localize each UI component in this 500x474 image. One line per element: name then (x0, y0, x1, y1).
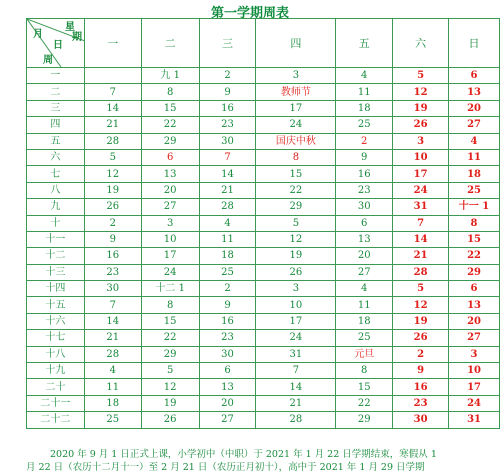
date-cell: 6 (449, 68, 500, 84)
calendar-table (26, 18, 500, 429)
date-cell: 22 (141, 330, 199, 346)
date-cell: 2 (199, 281, 256, 297)
date-cell: 25 (336, 330, 393, 346)
date-cell: 11 (336, 297, 393, 313)
date-cell: 15 (256, 166, 336, 182)
day-header: 日 (449, 19, 500, 68)
date-cell: 21 (84, 330, 141, 346)
day-header: 六 (393, 19, 449, 68)
date-cell: 31 (256, 346, 336, 362)
date-cell: 10 (449, 363, 500, 379)
date-cell: 28 (84, 346, 141, 362)
date-cell: 26 (84, 199, 141, 215)
date-cell: 11 (199, 231, 256, 247)
date-cell: 15 (449, 231, 500, 247)
date-cell: 7 (199, 149, 256, 165)
week-number-cell: 二 (27, 84, 85, 100)
date-cell: 5 (393, 68, 449, 84)
date-cell: 26 (393, 117, 449, 133)
date-cell: 15 (141, 100, 199, 116)
date-cell: 17 (449, 379, 500, 395)
date-cell: 17 (256, 100, 336, 116)
date-cell: 26 (256, 264, 336, 280)
date-cell: 4 (336, 68, 393, 84)
week-number-cell: 一 (27, 68, 85, 84)
date-cell: 23 (84, 264, 141, 280)
week-row (27, 182, 500, 198)
week-row (27, 412, 500, 428)
week-number-cell: 二十二 (27, 412, 85, 428)
date-cell: 16 (199, 100, 256, 116)
day-header: 四 (256, 19, 336, 68)
date-cell: 14 (256, 379, 336, 395)
date-cell: 9 (84, 231, 141, 247)
date-cell: 2 (393, 346, 449, 362)
date-cell: 4 (449, 133, 500, 149)
week-number-cell: 十六 (27, 313, 85, 329)
date-cell: 国庆中秋 (256, 133, 336, 149)
date-cell: 11 (449, 149, 500, 165)
date-cell: 28 (256, 412, 336, 428)
week-row (27, 84, 500, 100)
week-number-cell: 八 (27, 182, 85, 198)
date-cell: 12 (256, 231, 336, 247)
week-number-cell: 十一 (27, 231, 85, 247)
date-cell: 19 (84, 182, 141, 198)
week-number-cell: 十五 (27, 297, 85, 313)
date-cell: 9 (199, 84, 256, 100)
date-cell: 27 (336, 264, 393, 280)
date-cell: 29 (336, 412, 393, 428)
date-cell: 2 (336, 133, 393, 149)
date-cell: 14 (84, 313, 141, 329)
date-cell: 23 (199, 117, 256, 133)
date-cell: 26 (393, 330, 449, 346)
week-number-cell: 十二 (27, 248, 85, 264)
footer-line-2: 月 22 日（农历十二月十一）至 2 月 21 日（农历正月初十），高中于 2021 年 1 月 29 日学期 (26, 462, 425, 473)
date-cell: 30 (393, 412, 449, 428)
date-cell: 20 (449, 313, 500, 329)
week-row (27, 68, 500, 84)
date-cell: 5 (256, 215, 336, 231)
date-cell: 5 (393, 281, 449, 297)
date-cell: 21 (393, 248, 449, 264)
date-cell: 22 (141, 117, 199, 133)
date-cell: 16 (199, 313, 256, 329)
date-cell: 31 (393, 199, 449, 215)
date-cell: 17 (393, 166, 449, 182)
day-header: 五 (336, 19, 393, 68)
date-cell: 19 (393, 313, 449, 329)
date-cell: 25 (84, 412, 141, 428)
date-cell: 18 (336, 313, 393, 329)
date-cell: 18 (336, 100, 393, 116)
date-cell: 17 (256, 313, 336, 329)
date-cell: 10 (393, 149, 449, 165)
date-cell: 29 (141, 346, 199, 362)
date-cell: 15 (141, 313, 199, 329)
date-cell: 30 (199, 133, 256, 149)
week-number-cell: 九 (27, 199, 85, 215)
week-number-cell: 四 (27, 117, 85, 133)
date-cell: 24 (141, 264, 199, 280)
date-cell: 5 (84, 149, 141, 165)
date-cell: 13 (449, 84, 500, 100)
date-cell: 12 (141, 379, 199, 395)
date-cell: 7 (256, 363, 336, 379)
date-cell: 7 (393, 215, 449, 231)
date-cell: 13 (141, 166, 199, 182)
day-header: 一 (84, 19, 141, 68)
date-cell: 16 (84, 248, 141, 264)
date-cell: 元旦 (336, 346, 393, 362)
date-cell: 3 (141, 215, 199, 231)
date-cell: 3 (256, 281, 336, 297)
week-row (27, 264, 500, 280)
corner-star-label: 星 (65, 22, 75, 33)
date-cell: 10 (141, 231, 199, 247)
date-cell: 20 (449, 100, 500, 116)
date-cell: 25 (199, 264, 256, 280)
date-cell: 6 (199, 363, 256, 379)
date-cell: 9 (336, 149, 393, 165)
corner-week-label: 周 (43, 55, 53, 66)
week-row (27, 149, 500, 165)
date-cell: 30 (199, 346, 256, 362)
date-cell: 29 (141, 133, 199, 149)
week-row (27, 363, 500, 379)
week-row (27, 395, 500, 411)
date-cell: 19 (141, 395, 199, 411)
date-cell: 21 (84, 117, 141, 133)
date-cell: 16 (336, 166, 393, 182)
date-cell: 14 (199, 166, 256, 182)
date-cell: 3 (449, 346, 500, 362)
week-row (27, 297, 500, 313)
date-cell: 十二 1 (141, 281, 199, 297)
date-cell: 6 (449, 281, 500, 297)
week-row (27, 117, 500, 133)
date-cell: 23 (199, 330, 256, 346)
week-row (27, 133, 500, 149)
calendar-body (27, 68, 500, 429)
date-cell: 8 (141, 84, 199, 100)
date-cell: 20 (199, 395, 256, 411)
week-row (27, 330, 500, 346)
date-cell: 3 (393, 133, 449, 149)
date-cell: 4 (336, 281, 393, 297)
week-number-cell: 十八 (27, 346, 85, 362)
date-cell: 16 (393, 379, 449, 395)
week-row (27, 248, 500, 264)
week-number-cell: 三 (27, 100, 85, 116)
date-cell: 15 (336, 379, 393, 395)
corner-month-label: 月 (33, 29, 43, 40)
date-cell: 27 (199, 412, 256, 428)
date-cell: 教师节 (256, 84, 336, 100)
date-cell: 3 (256, 68, 336, 84)
date-cell: 27 (449, 330, 500, 346)
date-cell: 22 (449, 248, 500, 264)
date-cell: 25 (336, 117, 393, 133)
date-cell: 23 (393, 395, 449, 411)
corner-period-label: 期 (72, 32, 82, 43)
corner-day-label: 日 (53, 40, 63, 51)
date-cell: 18 (84, 395, 141, 411)
date-cell: 7 (84, 84, 141, 100)
week-number-cell: 二十一 (27, 395, 85, 411)
date-cell: 29 (449, 264, 500, 280)
date-cell: 8 (449, 215, 500, 231)
date-cell: 20 (141, 182, 199, 198)
date-cell: 27 (141, 199, 199, 215)
date-cell: 12 (393, 84, 449, 100)
week-number-cell: 六 (27, 149, 85, 165)
week-row (27, 100, 500, 116)
footer-line-1: 2020 年 9 月 1 日正式上课，小学初中（中职）于 2021 年 1 月 22 日学期结束，寒假从 1 (50, 449, 437, 460)
week-number-cell: 七 (27, 166, 85, 182)
date-cell: 26 (141, 412, 199, 428)
date-cell: 4 (84, 363, 141, 379)
date-cell: 25 (449, 182, 500, 198)
date-cell: 6 (141, 149, 199, 165)
date-cell: 24 (256, 117, 336, 133)
week-number-cell: 十七 (27, 330, 85, 346)
date-cell: 10 (256, 297, 336, 313)
date-cell: 9 (199, 297, 256, 313)
week-number-cell: 二十 (27, 379, 85, 395)
date-cell: 19 (256, 248, 336, 264)
date-cell: 九 1 (141, 68, 199, 84)
week-row (27, 281, 500, 297)
date-cell: 5 (141, 363, 199, 379)
week-number-cell: 五 (27, 133, 85, 149)
date-cell: 8 (141, 297, 199, 313)
week-row (27, 313, 500, 329)
week-row (27, 346, 500, 362)
date-cell: 6 (336, 215, 393, 231)
date-cell: 12 (393, 297, 449, 313)
week-number-cell: 十四 (27, 281, 85, 297)
week-row (27, 231, 500, 247)
date-cell: 24 (256, 330, 336, 346)
date-cell: 22 (256, 182, 336, 198)
date-cell: 7 (84, 297, 141, 313)
date-cell: 29 (256, 199, 336, 215)
date-cell: 14 (393, 231, 449, 247)
date-cell: 23 (336, 182, 393, 198)
week-row (27, 379, 500, 395)
date-cell: 2 (84, 215, 141, 231)
day-header: 三 (199, 19, 256, 68)
header-row (27, 19, 500, 68)
date-cell: 28 (199, 199, 256, 215)
date-cell: 21 (199, 182, 256, 198)
day-header: 二 (141, 19, 199, 68)
page-title: 第一学期周表 (210, 6, 289, 21)
date-cell: 4 (199, 215, 256, 231)
week-row (27, 166, 500, 182)
date-cell: 9 (393, 363, 449, 379)
date-cell: 8 (336, 363, 393, 379)
date-cell: 18 (199, 248, 256, 264)
date-cell: 28 (393, 264, 449, 280)
date-cell: 24 (393, 182, 449, 198)
date-cell: 13 (336, 231, 393, 247)
date-cell: 22 (336, 395, 393, 411)
date-cell: 28 (84, 133, 141, 149)
date-cell: 30 (336, 199, 393, 215)
date-cell: 12 (84, 166, 141, 182)
date-cell (84, 68, 141, 84)
date-cell: 11 (84, 379, 141, 395)
date-cell: 21 (256, 395, 336, 411)
date-cell: 30 (84, 281, 141, 297)
date-cell: 24 (449, 395, 500, 411)
date-cell: 14 (84, 100, 141, 116)
date-cell: 31 (449, 412, 500, 428)
week-row (27, 215, 500, 231)
date-cell: 17 (141, 248, 199, 264)
week-number-cell: 十九 (27, 363, 85, 379)
date-cell: 20 (336, 248, 393, 264)
date-cell: 18 (449, 166, 500, 182)
date-cell: 十一 1 (449, 199, 500, 215)
week-number-cell: 十 (27, 215, 85, 231)
corner-cell (27, 19, 85, 68)
date-cell: 13 (449, 297, 500, 313)
date-cell: 13 (199, 379, 256, 395)
date-cell: 27 (449, 117, 500, 133)
date-cell: 19 (393, 100, 449, 116)
footer-note (26, 448, 500, 474)
week-row (27, 199, 500, 215)
date-cell: 11 (336, 84, 393, 100)
date-cell: 8 (256, 149, 336, 165)
week-number-cell: 十三 (27, 264, 85, 280)
date-cell: 2 (199, 68, 256, 84)
